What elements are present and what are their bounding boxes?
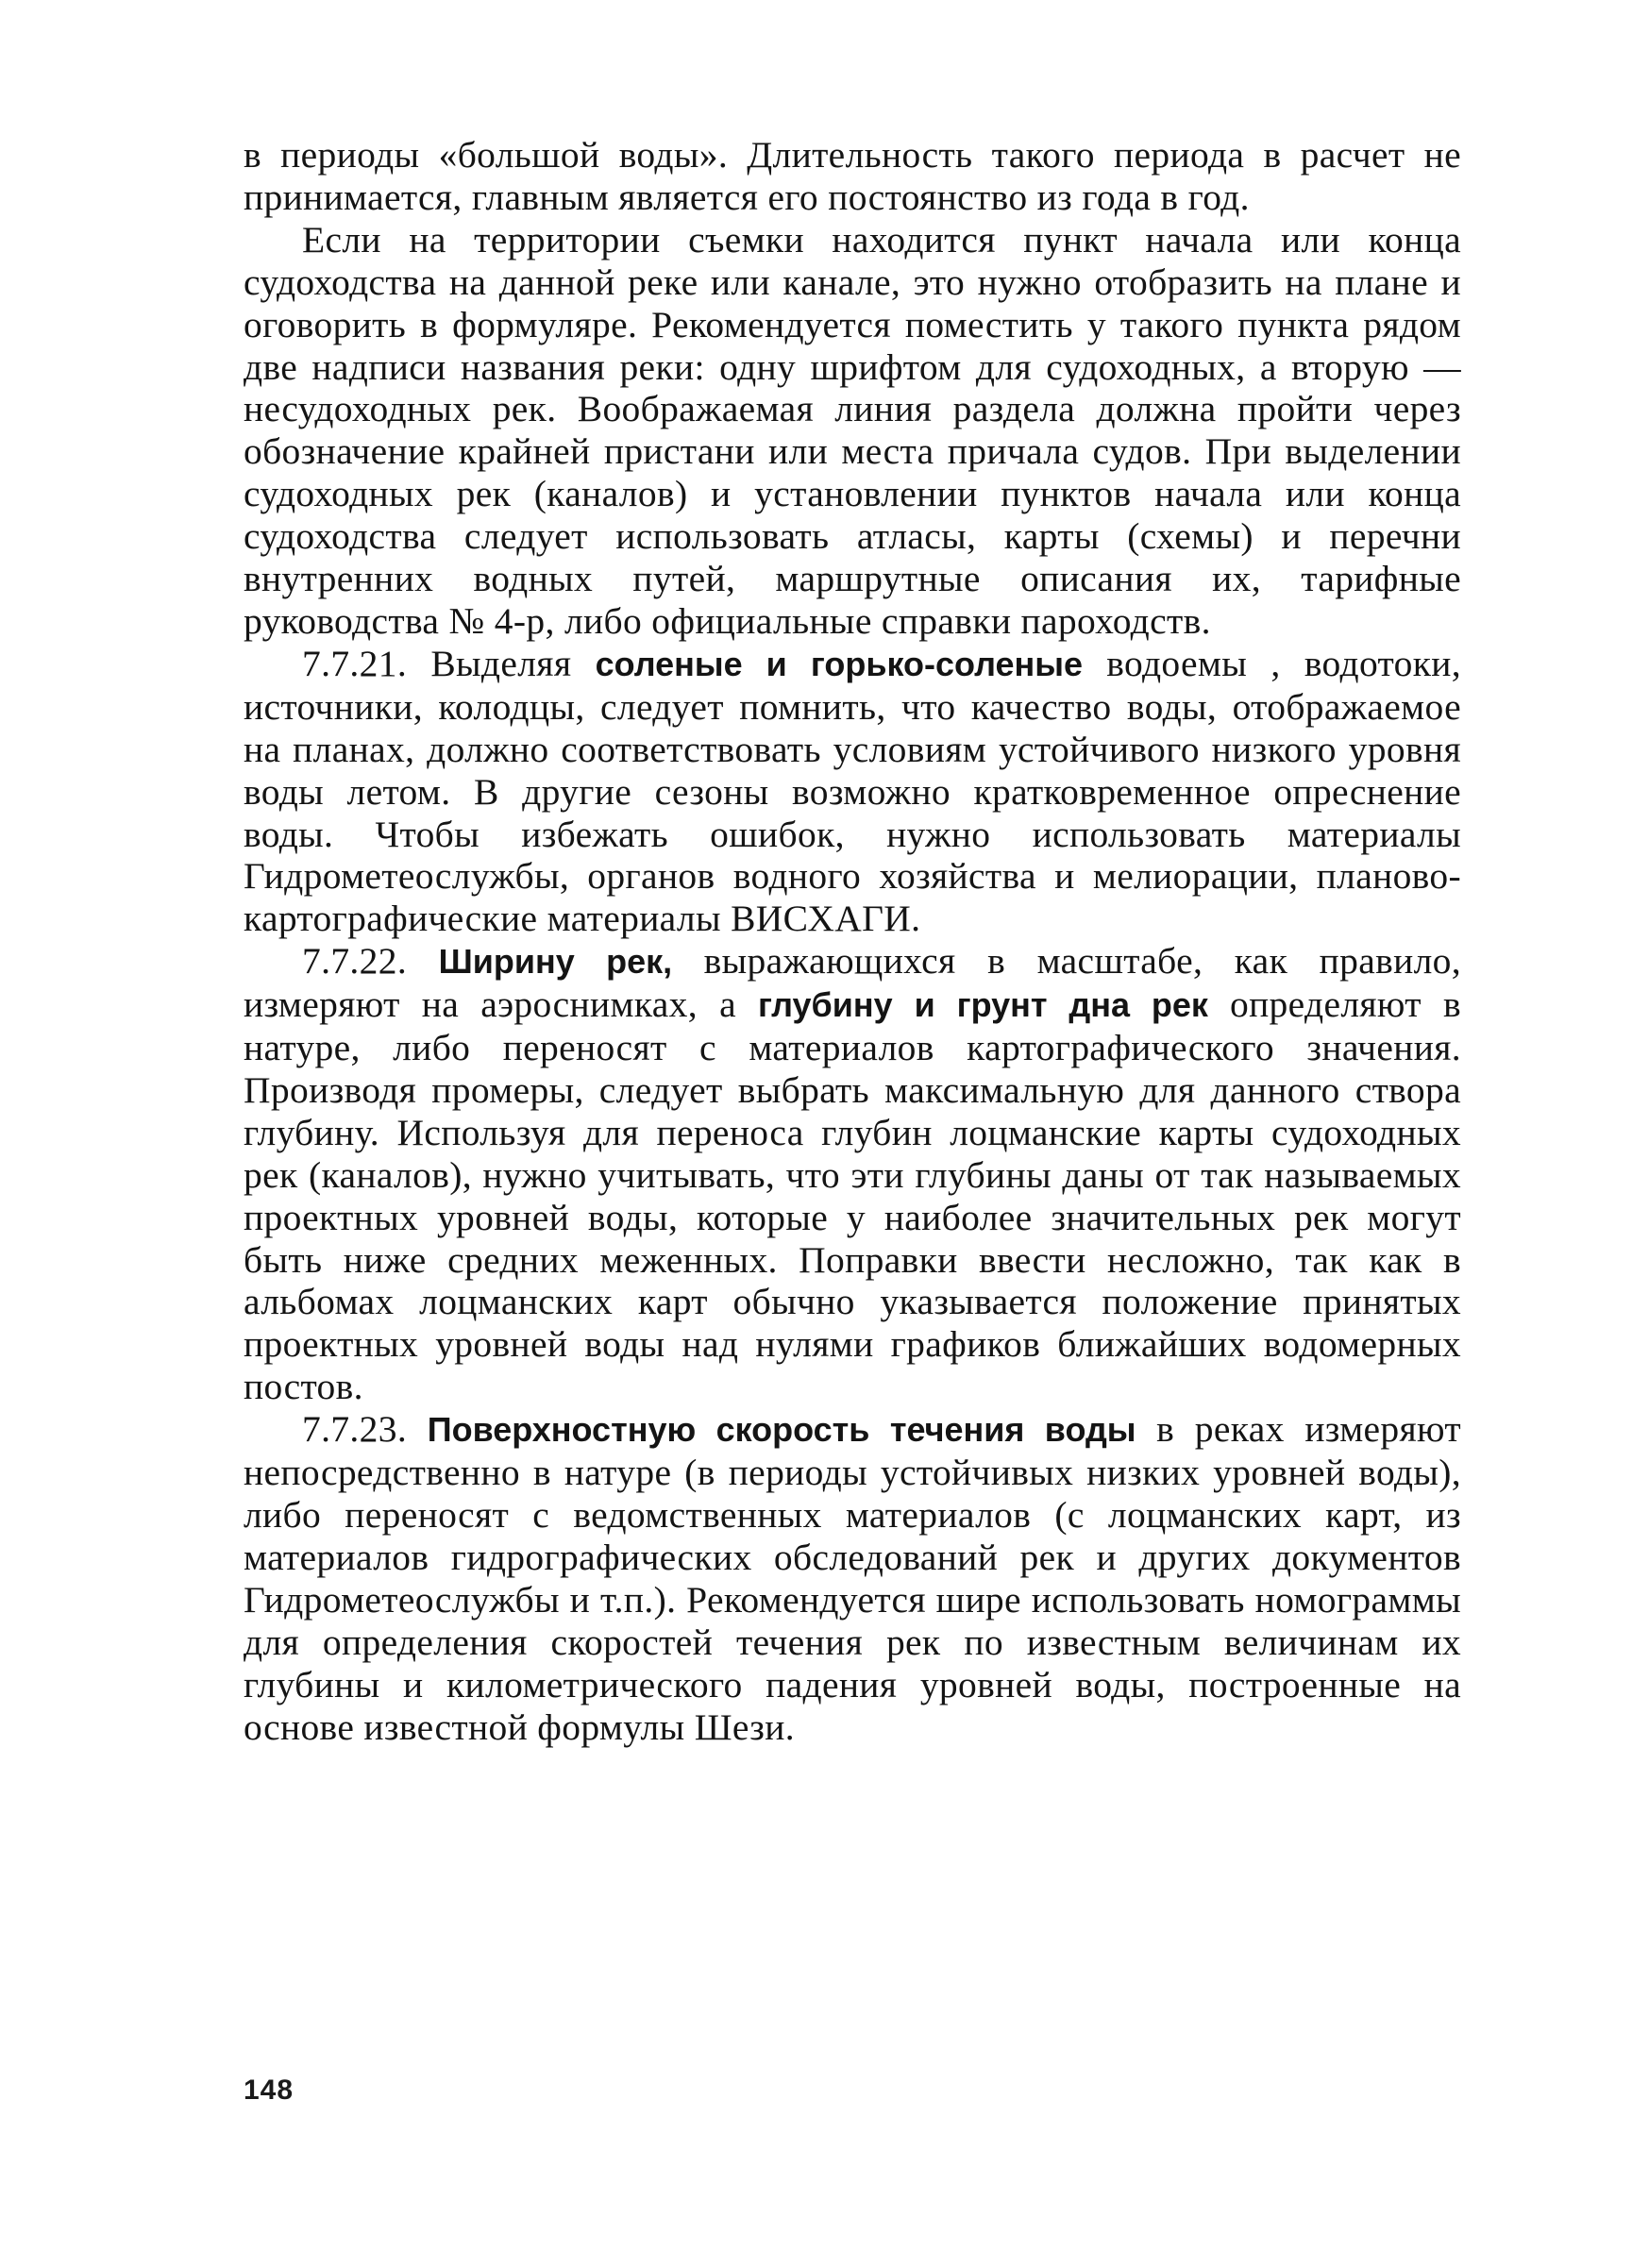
paragraph-text: в реках измеряют непосредственно в натуре (в периоды устойчивых низких уровней воды), либо переносят с ведомственных материалов (с лоцманских карт, из материалов гидрографических обследований рек и других документов Гидрометеослужбы и т.п.). Рекомендуется шире использовать номограммы для определения скоростей течения рек по известным величинам их глубины и километрического падения уровней воды, построенные на основе известной формулы Шези. <box>244 1408 1461 1748</box>
paragraph-7-7-23 <box>244 1408 1461 1748</box>
paragraph-text: выражающихся в масштабе, как правило, измеряют на аэроснимках, а <box>244 940 1461 1026</box>
paragraph-text: определяют в натуре, либо переносят с материалов картографического значения. Производя промеры, следует выбрать максимальную для данного створа глубину. Используя для переноса глубин лоцманские карты судоходных рек (каналов), нужно учитывать, что эти глубины даны от так называемых проектных уровней воды, которые у наиболее значительных рек могут быть ниже средних меженных. Поправки ввести несложно, так как в альбомах лоцманских карт обычно указывается положение принятых проектных уровней воды над нулями графиков ближайших водомерных постов. <box>244 983 1461 1408</box>
bold-term-river-width: Ширину рек, <box>438 942 673 982</box>
bold-term-surface-velocity: Поверхностную скорость течения воды <box>427 1410 1136 1450</box>
paragraph-navigation-limits <box>244 219 1461 643</box>
bold-term-depth-and-bottom: глубину и грунт дна рек <box>758 985 1208 1025</box>
paragraph-text: 7.7.22. <box>302 940 439 983</box>
paragraph-text: 7.7.21. Выделяя <box>302 642 596 684</box>
page-number: 148 <box>244 2075 294 2106</box>
paragraph-continuation <box>244 134 1461 219</box>
paragraph-7-7-21 <box>244 643 1461 940</box>
bold-term-saline-waters: соленые и горько-соленые <box>595 644 1084 683</box>
paragraph-text: Если на территории съемки находится пункт начала или конца судоходства на данной реке или канале, это нужно отобразить на плане и оговорить в формуляре. Рекомендуется поместить у такого пункта рядом две надписи названия реки: одну шрифтом для судоходных, а вторую — несудоходных рек. Воображаемая линия раздела должна пройти через обозначение крайней пристани или места причала судов. При выделении судоходных рек (каналов) и установлении пунктов начала или конца судоходства следует использовать атласы, карты (схемы) и перечни внутренних водных путей, маршрутные описания их, тарифные руководства № 4-р, либо официальные справки пароходств. <box>244 218 1461 642</box>
paragraph-text: водоемы , водотоки, источники, колодцы, следует помнить, что качество воды, отображаемое на планах, должно соответствовать условиям устойчивого низкого уровня воды летом. В другие сезоны возможно кратковременное опреснение воды. Чтобы избежать ошибок, нужно использовать материалы Гидрометеослужбы, органов водного хозяйства и мелиорации, планово-картографические материалы ВИСХАГИ. <box>244 642 1461 940</box>
paragraph-text: 7.7.23. <box>302 1408 428 1451</box>
page-body <box>244 134 1461 1748</box>
paragraph-text: в периоды «большой воды». Длительность такого периода в расчет не принимается, главным является его постоянство из года в год. <box>244 134 1461 218</box>
paragraph-7-7-22 <box>244 940 1461 1408</box>
